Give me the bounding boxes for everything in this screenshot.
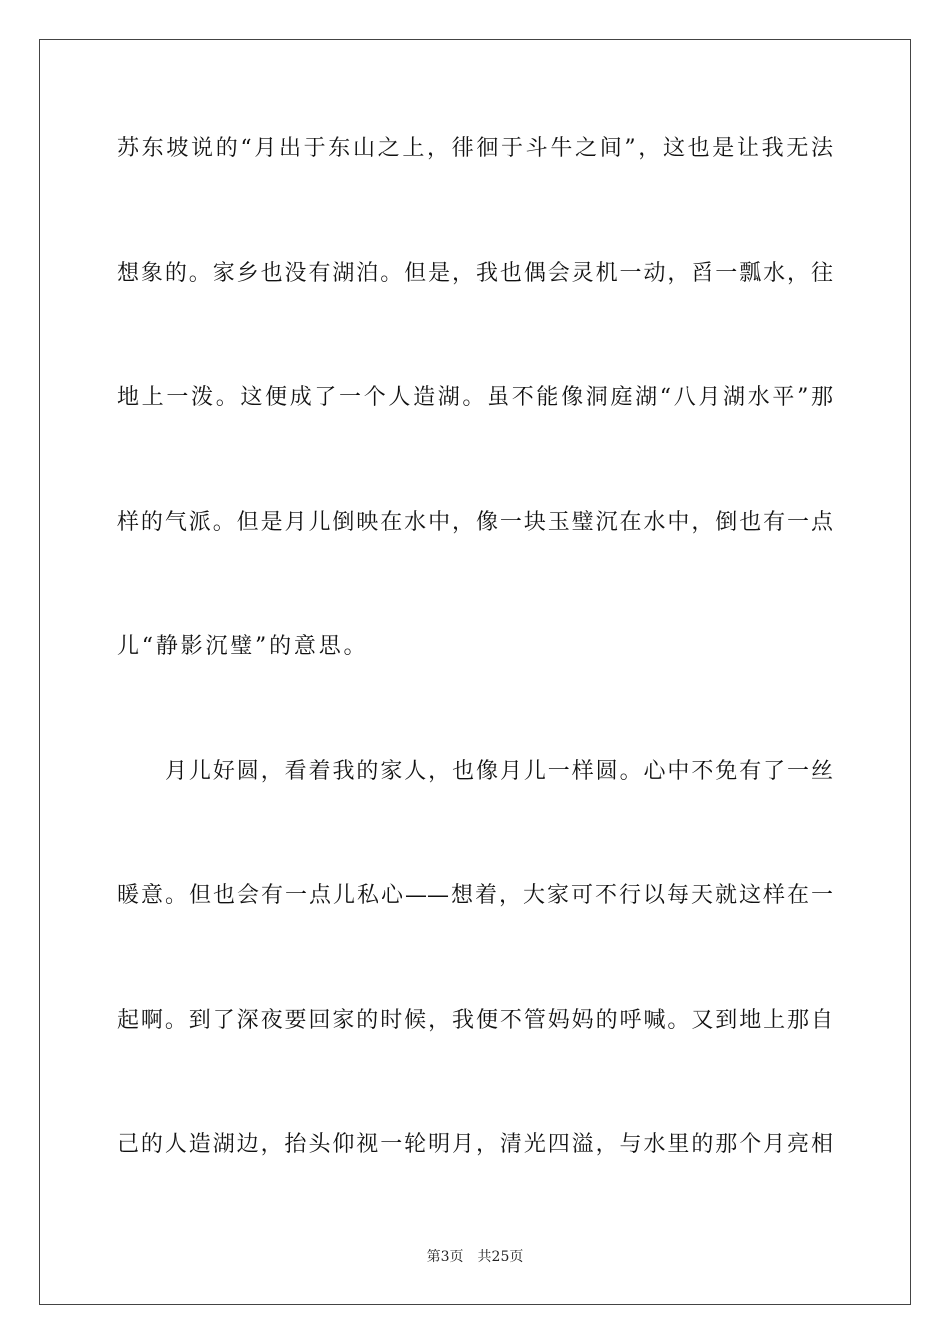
text-line: 样的气派。但是月儿倒映在水中，像一块玉璧沉在水中，倒也有一点 [117, 510, 833, 535]
text-line: 地上一泼。这便成了一个人造湖。虽不能像洞庭湖“八月湖水平”那 [117, 385, 833, 410]
total-pages-label: 共25页 [477, 1249, 524, 1265]
current-page-label: 第3页 [426, 1249, 464, 1265]
text-line: 己的人造湖边，抬头仰视一轮明月，清光四溢，与水里的那个月亮相 [117, 1132, 833, 1157]
page-footer [0, 1248, 950, 1266]
page-border [39, 39, 911, 1305]
text-line: 苏东坡说的“月出于东山之上，徘徊于斗牛之间”，这也是让我无法 [117, 136, 833, 161]
text-line: 起啊。到了深夜要回家的时候，我便不管妈妈的呼喊。又到地上那自 [117, 1008, 833, 1033]
paragraph-start-line: 月儿好圆，看着我的家人，也像月儿一样圆。心中不免有了一丝 [165, 759, 833, 784]
text-line: 暖意。但也会有一点儿私心——想着，大家可不行以每天就这样在一 [117, 883, 833, 908]
text-line: 儿“静影沉璧”的意思。 [117, 634, 369, 659]
text-line: 想象的。家乡也没有湖泊。但是，我也偶会灵机一动，舀一瓢水，往 [117, 261, 833, 286]
